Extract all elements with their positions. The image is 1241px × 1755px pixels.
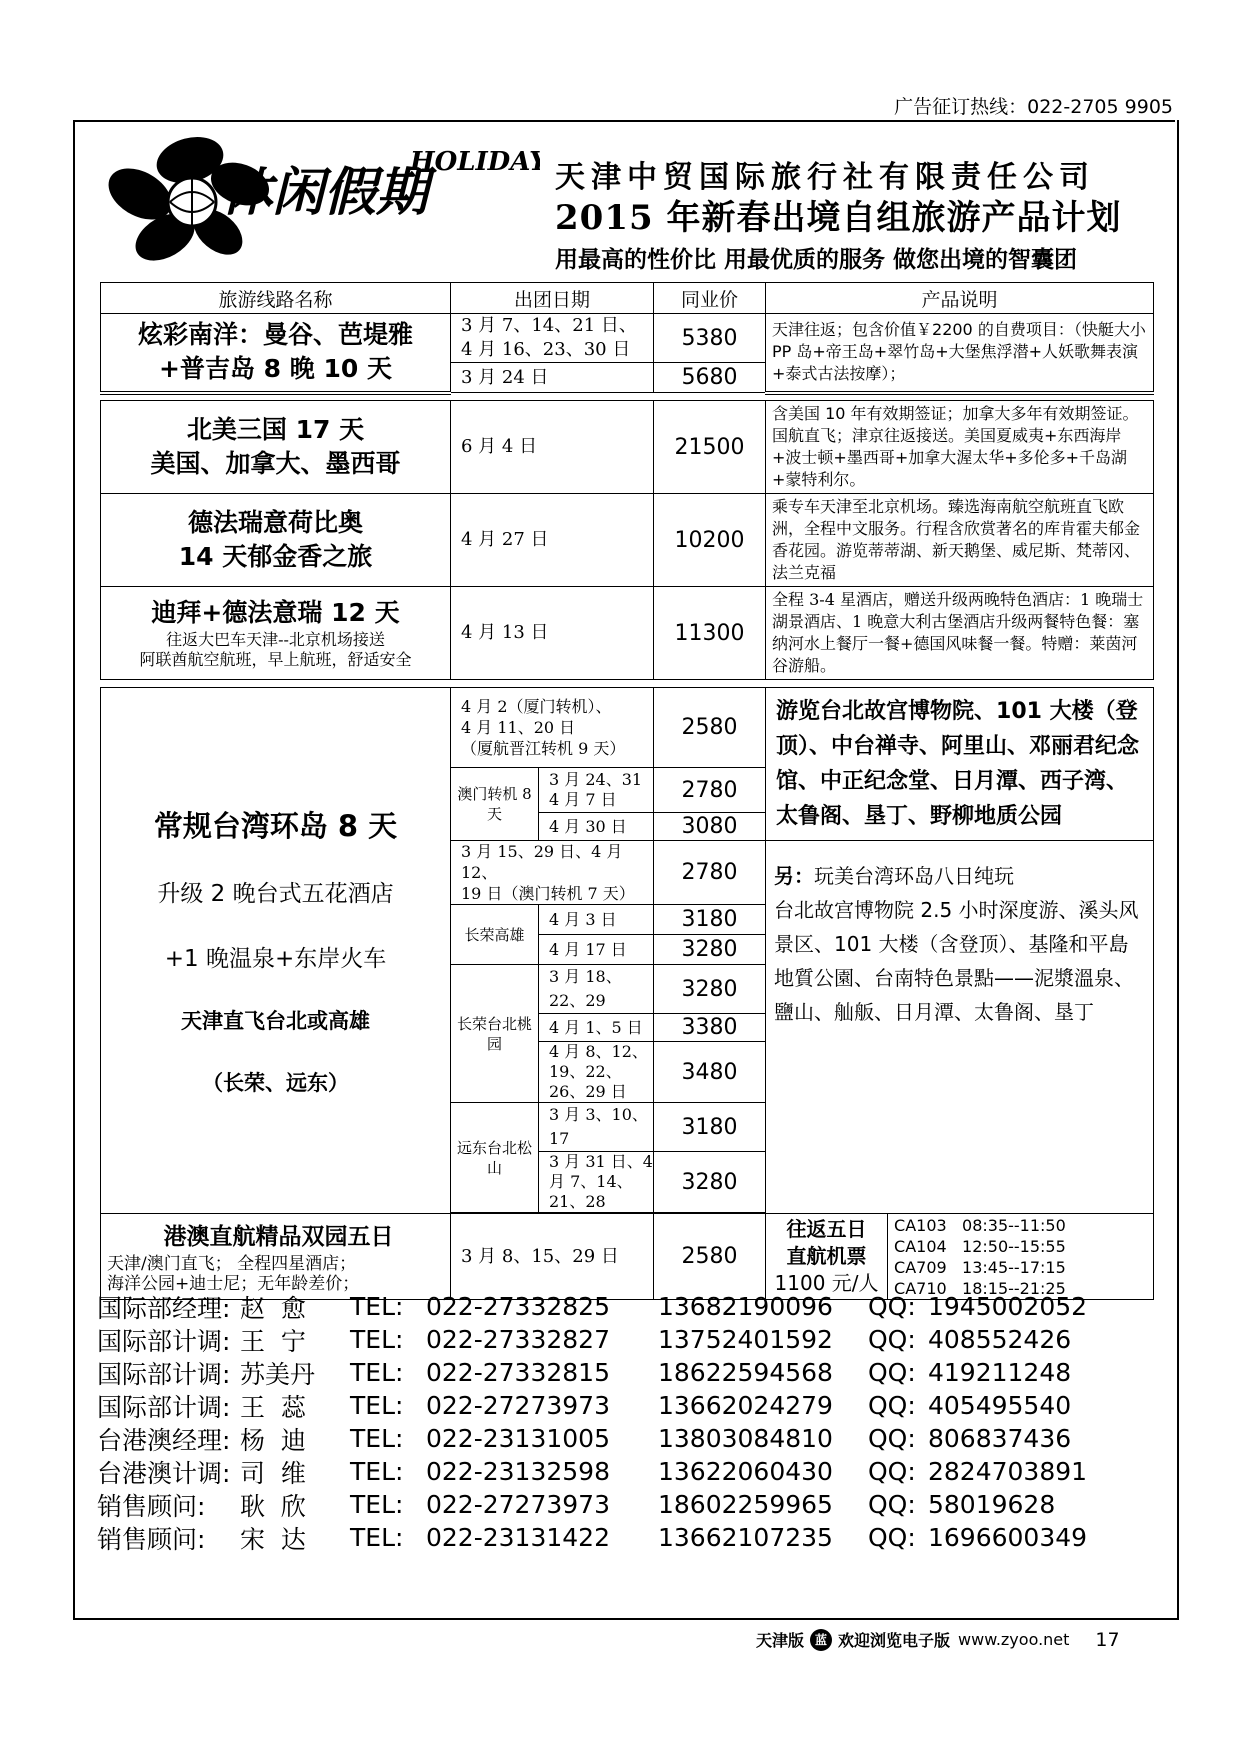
- contact-mobile: 13752401592: [658, 1325, 833, 1354]
- flight-time: 18:15--21:25: [962, 1278, 1066, 1298]
- header-desc: 产品说明: [766, 283, 1154, 314]
- contact-row: [97, 1356, 1177, 1389]
- header-price: 同业价: [654, 283, 766, 314]
- contact-qq: 408552426: [928, 1325, 1072, 1354]
- contact-tel: 022-27273973: [426, 1490, 610, 1519]
- contact-tel: 022-27273973: [426, 1391, 610, 1420]
- tour-subtitle: 海洋公园+迪士尼；无年龄差价；: [107, 1273, 360, 1294]
- page-number: 17: [1095, 1628, 1120, 1651]
- tel-label: TEL:: [350, 1325, 404, 1354]
- tour-feature: （长荣、远东）: [202, 1071, 349, 1095]
- table-row: [101, 314, 1154, 363]
- route-label: 澳门转机 8 天: [451, 768, 539, 841]
- table-row: [101, 401, 1154, 494]
- tel-label: TEL:: [350, 1292, 404, 1321]
- tour-name: 迪拜+德法意瑞 12 天: [151, 598, 400, 627]
- contact-name: 宋 达: [240, 1524, 306, 1554]
- route-label: 长荣台北桃园: [451, 965, 539, 1103]
- tour-price: 3080: [654, 813, 766, 841]
- tour-date: 3 月 18、22、29: [539, 965, 654, 1014]
- contact-name: 王 蕊: [240, 1392, 306, 1422]
- contact-list: [97, 1290, 1177, 1554]
- tour-price: 3280: [654, 935, 766, 965]
- tour-date: 4 月 30 日: [539, 813, 654, 841]
- contact-role: 销售顾问:: [97, 1524, 206, 1554]
- tour-desc: 全程 3-4 星酒店，赠送升级两晚特色酒店：1 晚瑞士湖景酒店、1 晚意大利古堡酒店升级两餐特色餐：塞纳河水上餐厅一餐+德国风味餐一餐。特赠：莱茵河谷游船。: [766, 587, 1154, 680]
- table-row: [101, 587, 1154, 680]
- tour-feature: 天津直飞台北或高雄: [181, 1009, 370, 1033]
- qq-label: QQ:: [868, 1325, 916, 1354]
- route-label: 长荣高雄: [451, 905, 539, 965]
- flight-row: [894, 1236, 1153, 1257]
- flight-schedule: [888, 1214, 1154, 1300]
- contact-name: 赵 愈: [240, 1293, 306, 1323]
- tour-date: 3 月 8、15、29 日: [451, 1214, 654, 1300]
- taiwan-tour-title: [101, 688, 451, 1214]
- contact-mobile: 18602259965: [658, 1490, 833, 1519]
- flight-time: 13:45--17:15: [962, 1257, 1066, 1277]
- tour-price: 2780: [654, 841, 766, 905]
- contact-tel: 022-23131005: [426, 1424, 610, 1453]
- tour-price: 21500: [654, 401, 766, 494]
- contact-mobile: 13662024279: [658, 1391, 833, 1420]
- flight-no: CA709: [894, 1257, 947, 1277]
- qq-label: QQ:: [868, 1490, 916, 1519]
- tour-feature: +1 晚温泉+东岸火车: [164, 946, 387, 972]
- contact-qq: 2824703891: [928, 1457, 1088, 1486]
- tour-desc: 游览台北故宫博物院、101 大楼（登顶）、中台禅寺、阿里山、邓丽君纪念馆、中正纪念堂、日月潭、西子湾、太鲁阁、垦丁、野柳地质公园: [766, 688, 1154, 841]
- tour-price: 5380: [654, 314, 766, 363]
- contact-row: [97, 1323, 1177, 1356]
- contact-tel: 022-23131422: [426, 1523, 610, 1552]
- tour-price: 2580: [654, 1214, 766, 1300]
- tour-name: 14 天郁金香之旅: [178, 542, 373, 571]
- contact-mobile: 13622060430: [658, 1457, 833, 1486]
- tour-date: 3 月 24 日: [451, 363, 654, 393]
- contact-row: [97, 1290, 1177, 1323]
- qq-label: QQ:: [868, 1358, 916, 1387]
- contact-mobile: 18622594568: [658, 1358, 833, 1387]
- contact-row: [97, 1422, 1177, 1455]
- contact-qq: 1945002052: [928, 1292, 1088, 1321]
- tour-date: 3 月 3、10、17: [539, 1103, 654, 1152]
- tel-label: TEL:: [350, 1457, 404, 1486]
- ticket-price: 1100 元/人: [774, 1271, 879, 1295]
- tour-date: 3 月 7、14、21 日、: [461, 315, 637, 336]
- edition-label: 天津版: [756, 1631, 805, 1650]
- contact-name: 司 维: [240, 1458, 306, 1488]
- contact-row: [97, 1455, 1177, 1488]
- tour-date: 4 月 27 日: [451, 494, 654, 587]
- plan-title: 2015 年新春出境自组旅游产品计划: [555, 198, 1122, 238]
- tour-price: 11300: [654, 587, 766, 680]
- tour-name: 港澳直航精品双园五日: [163, 1223, 394, 1250]
- contact-tel: 022-27332815: [426, 1358, 610, 1387]
- tour-date: 19 日（澳门转机 7 天）: [461, 884, 635, 903]
- tour-price: 5680: [654, 363, 766, 393]
- website-link[interactable]: www.zyoo.net: [958, 1630, 1070, 1649]
- note-label: 另：: [774, 864, 815, 888]
- tour-subtitle: 阿联酋航空航班，早上航班，舒适安全: [139, 650, 412, 669]
- table-row: [101, 494, 1154, 587]
- tour-feature: 升级 2 晚台式五花酒店: [157, 881, 394, 907]
- ticket-label: 直航机票: [786, 1244, 867, 1268]
- tel-label: TEL:: [350, 1490, 404, 1519]
- tour-name: 炫彩南洋：曼谷、芭堤雅: [137, 320, 413, 350]
- contact-role: 国际部计调:: [97, 1392, 231, 1422]
- tour-date: 4 月 8、12、19、22、26、29 日: [539, 1042, 654, 1103]
- contact-qq: 1696600349: [928, 1523, 1088, 1552]
- flight-time: 12:50--15:55: [962, 1236, 1066, 1256]
- contact-qq: 58019628: [928, 1490, 1056, 1519]
- tour-date: 3 月 24、31 4 月 7 日: [539, 768, 654, 813]
- tel-label: TEL:: [350, 1391, 404, 1420]
- tour-name: 北美三国 17 天: [186, 415, 365, 444]
- ad-hotline: 广告征订热线：022-2705 9905: [894, 96, 1173, 118]
- table-header: [101, 283, 1154, 314]
- tour-date: 4 月 17 日: [539, 935, 654, 965]
- tour-date: 3 月 15、29 日、4 月 12、: [461, 842, 623, 882]
- contact-row: [97, 1488, 1177, 1521]
- tour-name: 美国、加拿大、墨西哥: [150, 449, 401, 478]
- note-subtitle: 玩美台湾环岛八日纯玩: [814, 864, 1015, 888]
- tour-price: 2780: [654, 768, 766, 813]
- tour-desc: 天津往返；包含价值￥2200 的自费项目：（快艇大小 PP 岛+帝王岛+翠竹岛+大堡焦浮潜+人妖歌舞表演+泰式古法按摩）；: [766, 314, 1154, 393]
- contact-name: 王 宁: [240, 1326, 306, 1356]
- flower-logo-icon: [100, 132, 540, 262]
- edition-badge-icon: 蓝: [810, 1629, 832, 1651]
- slogan: 用最高的性价比 用最优质的服务 做您出境的智囊团: [555, 247, 1078, 273]
- contact-tel: 022-27332827: [426, 1325, 610, 1354]
- tour-price: 10200: [654, 494, 766, 587]
- table-row: [101, 688, 1154, 768]
- contact-role: 台港澳经理:: [97, 1425, 231, 1455]
- contact-role: 国际部经理:: [97, 1293, 231, 1323]
- svg-text:HOLIDAY: HOLIDAY: [410, 147, 540, 177]
- tour-subtitle: 天津/澳门直飞； 全程四星酒店；: [107, 1253, 357, 1274]
- tour-price: 2580: [654, 688, 766, 768]
- contact-role: 台港澳计调:: [97, 1458, 231, 1488]
- contact-qq: 806837436: [928, 1424, 1072, 1453]
- flight-no: CA104: [894, 1236, 947, 1256]
- tour-date: 4 月 1、5 日: [539, 1014, 654, 1042]
- svg-text:休闲假期: 休闲假期: [220, 162, 429, 223]
- tel-label: TEL:: [350, 1523, 404, 1552]
- tour-desc: 乘专车天津至北京机场。臻选海南航空航班直飞欧洲，全程中文服务。行程含欣赏著名的库肯霍夫郁金香花园。游览蒂蒂湖、新天鹅堡、威尼斯、梵蒂冈、法兰克福: [766, 494, 1154, 587]
- flight-row: [894, 1257, 1153, 1278]
- contact-mobile: 13662107235: [658, 1523, 833, 1552]
- tel-label: TEL:: [350, 1424, 404, 1453]
- tour-desc: 含美国 10 年有效期签证；加拿大多年有效期签证。国航直飞；津京往返接送。美国夏威夷+东西海岸+波士顿+墨西哥+加拿大渥太华+多伦多+千岛湖+蒙特利尔。: [766, 401, 1154, 494]
- tour-date: 4 月 16、23、30 日: [461, 339, 631, 360]
- table-row: [101, 1214, 1154, 1300]
- tour-price: 3180: [654, 1103, 766, 1152]
- tour-price: 3280: [654, 965, 766, 1014]
- contact-tel: 022-23132598: [426, 1457, 610, 1486]
- contact-qq: 419211248: [928, 1358, 1072, 1387]
- contact-role: 销售顾问:: [97, 1491, 206, 1521]
- contact-role: 国际部计调:: [97, 1359, 231, 1389]
- tour-date: 6 月 4 日: [451, 401, 654, 494]
- ticket-label: 往返五日: [786, 1217, 867, 1241]
- contact-role: 国际部计调:: [97, 1326, 231, 1356]
- contact-name: 杨 迪: [240, 1425, 306, 1455]
- qq-label: QQ:: [868, 1523, 916, 1552]
- tour-date: 4 月 13 日: [451, 587, 654, 680]
- tour-price: 3180: [654, 905, 766, 935]
- tour-table: [100, 282, 1154, 1300]
- qq-label: QQ:: [868, 1391, 916, 1420]
- company-name: 天津中贸国际旅行社有限责任公司: [555, 160, 1095, 195]
- flight-row: [894, 1215, 1153, 1236]
- tour-date: （厦航晋江转机 9 天）: [461, 739, 626, 758]
- tel-label: TEL:: [350, 1358, 404, 1387]
- tour-date: 3 月 31 日、4 月 7、14、21、28: [539, 1152, 654, 1213]
- tour-date: 4 月 3 日: [539, 905, 654, 935]
- tour-name: 德法瑞意荷比奥: [187, 508, 363, 537]
- qq-label: QQ:: [868, 1457, 916, 1486]
- flight-no: CA103: [894, 1215, 947, 1235]
- tour-name: +普吉岛 8 晚 10 天: [159, 354, 392, 384]
- route-label: 远东台北松山: [451, 1103, 539, 1213]
- tour-price: 3380: [654, 1014, 766, 1042]
- flight-time: 08:35--11:50: [962, 1215, 1066, 1235]
- header-date: 出团日期: [451, 283, 654, 314]
- tour-name: 常规台湾环岛 8 天: [153, 809, 398, 843]
- tour-subtitle: 往返大巴车天津--北京机场接送: [166, 630, 385, 649]
- header-route: 旅游线路名称: [101, 283, 451, 314]
- qq-label: QQ:: [868, 1292, 916, 1321]
- holiday-logo: [100, 132, 540, 262]
- qq-label: QQ:: [868, 1424, 916, 1453]
- page-footer: [756, 1628, 1120, 1651]
- contact-row: [97, 1521, 1177, 1554]
- tour-price: 3280: [654, 1152, 766, 1213]
- welcome-text: 欢迎浏览电子版: [838, 1631, 951, 1650]
- tour-price: 3480: [654, 1042, 766, 1103]
- flight-no: CA710: [894, 1278, 947, 1298]
- contact-qq: 405495540: [928, 1391, 1072, 1420]
- contact-tel: 022-27332825: [426, 1292, 610, 1321]
- tour-desc: 台北故宫博物院 2.5 小时深度游、溪头风景区、101 大楼（含登顶）、基隆和平島地質公園、台南特色景點——泥漿溫泉、鹽山、舢舨、日月潭、太鲁阁、垦丁: [774, 898, 1139, 1024]
- contact-mobile: 13682190096: [658, 1292, 833, 1321]
- tour-date: 4 月 2（厦门转机）、: [461, 697, 612, 716]
- contact-name: 苏美丹: [240, 1359, 316, 1389]
- contact-name: 耿 欣: [240, 1491, 306, 1521]
- contact-mobile: 13803084810: [658, 1424, 833, 1453]
- contact-row: [97, 1389, 1177, 1422]
- tour-date: 4 月 11、20 日: [461, 718, 576, 737]
